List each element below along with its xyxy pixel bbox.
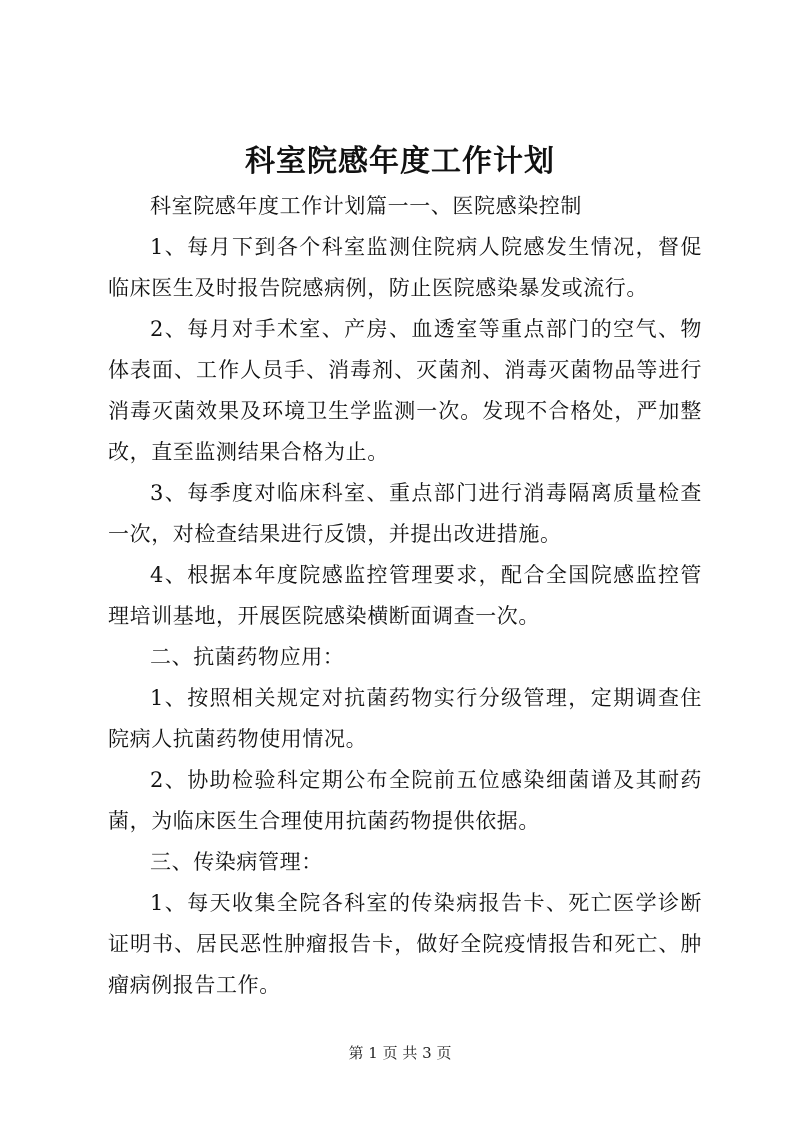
paragraph: 3、每季度对临床科室、重点部门进行消毒隔离质量检查一次，对检查结果进行反馈，并提出改进措施。 — [108, 481, 702, 546]
section-heading: 三、传染病管理： — [150, 850, 323, 874]
paragraph: 科室院感年度工作计划篇一一、医院感染控制 — [150, 194, 582, 218]
document-body — [108, 186, 702, 1006]
section-heading: 二、抗菌药物应用： — [150, 645, 345, 669]
paragraph: 1、按照相关规定对抗菌药物实行分级管理，定期调查住院病人抗菌药物使用情况。 — [108, 686, 702, 751]
document-title: 科室院感年度工作计划 — [245, 144, 555, 179]
paragraph: 4、根据本年度院感监控管理要求，配合全国院感监控管理培训基地，开展医院感染横断面调查一次。 — [108, 563, 702, 628]
page-number-footer: 第 1 页 共 3 页 — [348, 1044, 452, 1062]
paragraph: 1、每天收集全院各科室的传染病报告卡、死亡医学诊断证明书、居民恶性肿瘤报告卡，做好全院疫情报告和死亡、肿瘤病例报告工作。 — [108, 891, 702, 997]
paragraph: 2、协助检验科定期公布全院前五位感染细菌谱及其耐药菌，为临床医生合理使用抗菌药物提供依据。 — [108, 768, 702, 833]
paragraph: 1、每月下到各个科室监测住院病人院感发生情况，督促临床医生及时报告院感病例，防止医院感染暴发或流行。 — [108, 235, 702, 300]
paragraph: 2、每月对手术室、产房、血透室等重点部门的空气、物体表面、工作人员手、消毒剂、灭菌剂、消毒灭菌物品等进行消毒灭菌效果及环境卫生学监测一次。发现不合格处，严加整改，直至监测结果合格为止。 — [108, 317, 702, 464]
